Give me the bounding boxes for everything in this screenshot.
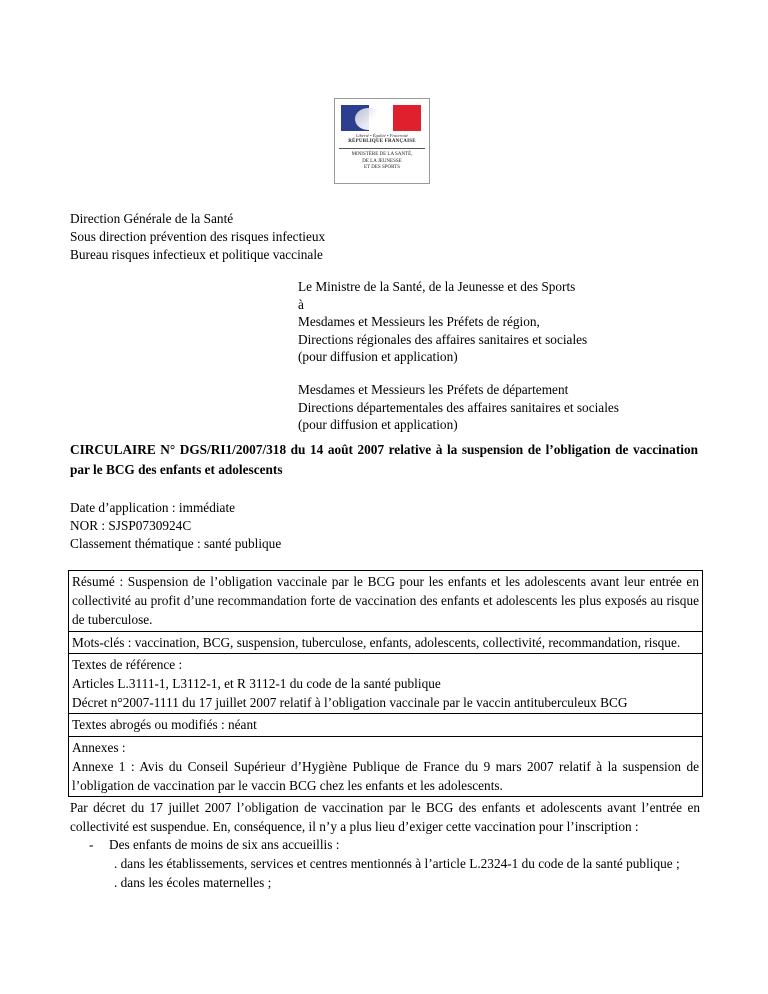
meta-block [70,499,281,553]
recipient-line: Mesdames et Messieurs les Préfets de région, [298,314,540,329]
sender-block [70,210,325,264]
recipients-block-2 [298,381,619,434]
logo-motto: Liberté • Égalité • Fraternité [355,133,409,138]
meta-date: Date d’application : immédiate [70,500,236,515]
abrogated-row: Textes abrogés ou modifiés : néant [68,714,703,736]
list-dash: - [89,837,94,852]
body-paragraph: Par décret du 17 juillet 2007 l’obligation de vaccination par le BCG des enfants et adolescents avant l’entrée en collectivité est suspendue. En, conséquence, il n’y a plus lieu d’exiger cette vaccination pour l’inscription : [70,800,700,834]
meta-nor: NOR : SJSP0730924C [70,518,192,533]
recipient-line: (pour diffusion et application) [298,417,458,432]
list-item-text: Des enfants de moins de six ans accueillis : [109,837,340,852]
sender-line: Direction Générale de la Santé [70,211,234,226]
marianne-flag-icon [341,105,421,131]
keywords-row: Mots-clés : vaccination, BCG, suspension, tuberculose, enfants, adolescents, collectivité, recommandation, risque. [68,632,703,654]
sender-line: Sous direction prévention des risques infectieux [70,229,326,244]
logo-republic: RÉPUBLIQUE FRANÇAISE [348,139,416,144]
sub-item: . dans les établissements, services et centres mentionnés à l’article L.2324-1 du code de la santé publique ; [114,856,680,871]
recipient-line: Mesdames et Messieurs les Préfets de département [298,382,569,397]
recipient-line: Le Ministre de la Santé, de la Jeunesse et des Sports [298,279,576,294]
recipient-line: (pour diffusion et application) [298,349,458,364]
references-row: Textes de référence : Articles L.3111-1, L3112-1, et R 3112-1 du code de la santé publique Décret n°2007-1111 du 17 juillet 2007 relatif à l’obligation vaccinale par le vaccin antituberculeux BCG [68,654,703,715]
recipient-line: à [298,296,304,312]
annexes-row: Annexes : Annexe 1 : Avis du Conseil Supérieur d’Hygiène Publique de France du 9 mars 2007 relatif à la suspension de l’obligation de vaccination par le vaccin BCG chez les enfants et les adolescents. [68,737,703,798]
meta-classement: Classement thématique : santé publique [70,536,282,551]
ministry-logo [334,98,430,184]
summary-table [68,570,703,797]
circular-title: CIRCULAIRE N° DGS/RI1/2007/318 du 14 août 2007 relative à la suspension de l’obligation de vaccination par le BCG des enfants et adolescents [70,442,698,477]
sub-list [114,855,700,892]
recipient-line: Directions régionales des affaires sanitaires et sociales [298,331,588,347]
sender-line: Bureau risques infectieux et politique vaccinale [70,247,323,262]
logo-ministry: MINISTÈRE DE LA SANTÉ, DE LA JEUNESSE ET DES SPORTS [351,152,413,170]
recipients-block [298,278,587,366]
recipient-line: Directions départementales des affaires sanitaires et sociales [298,399,619,415]
sub-item: . dans les écoles maternelles ; [114,874,272,890]
resume-row: Résumé : Suspension de l’obligation vaccinale par le BCG pour les enfants et les adolescents avant leur entrée en collectivité au profit d’une recommandation forte de vaccination des enfants et adolescents les plus exposés au risque de tuberculose. [68,571,703,632]
